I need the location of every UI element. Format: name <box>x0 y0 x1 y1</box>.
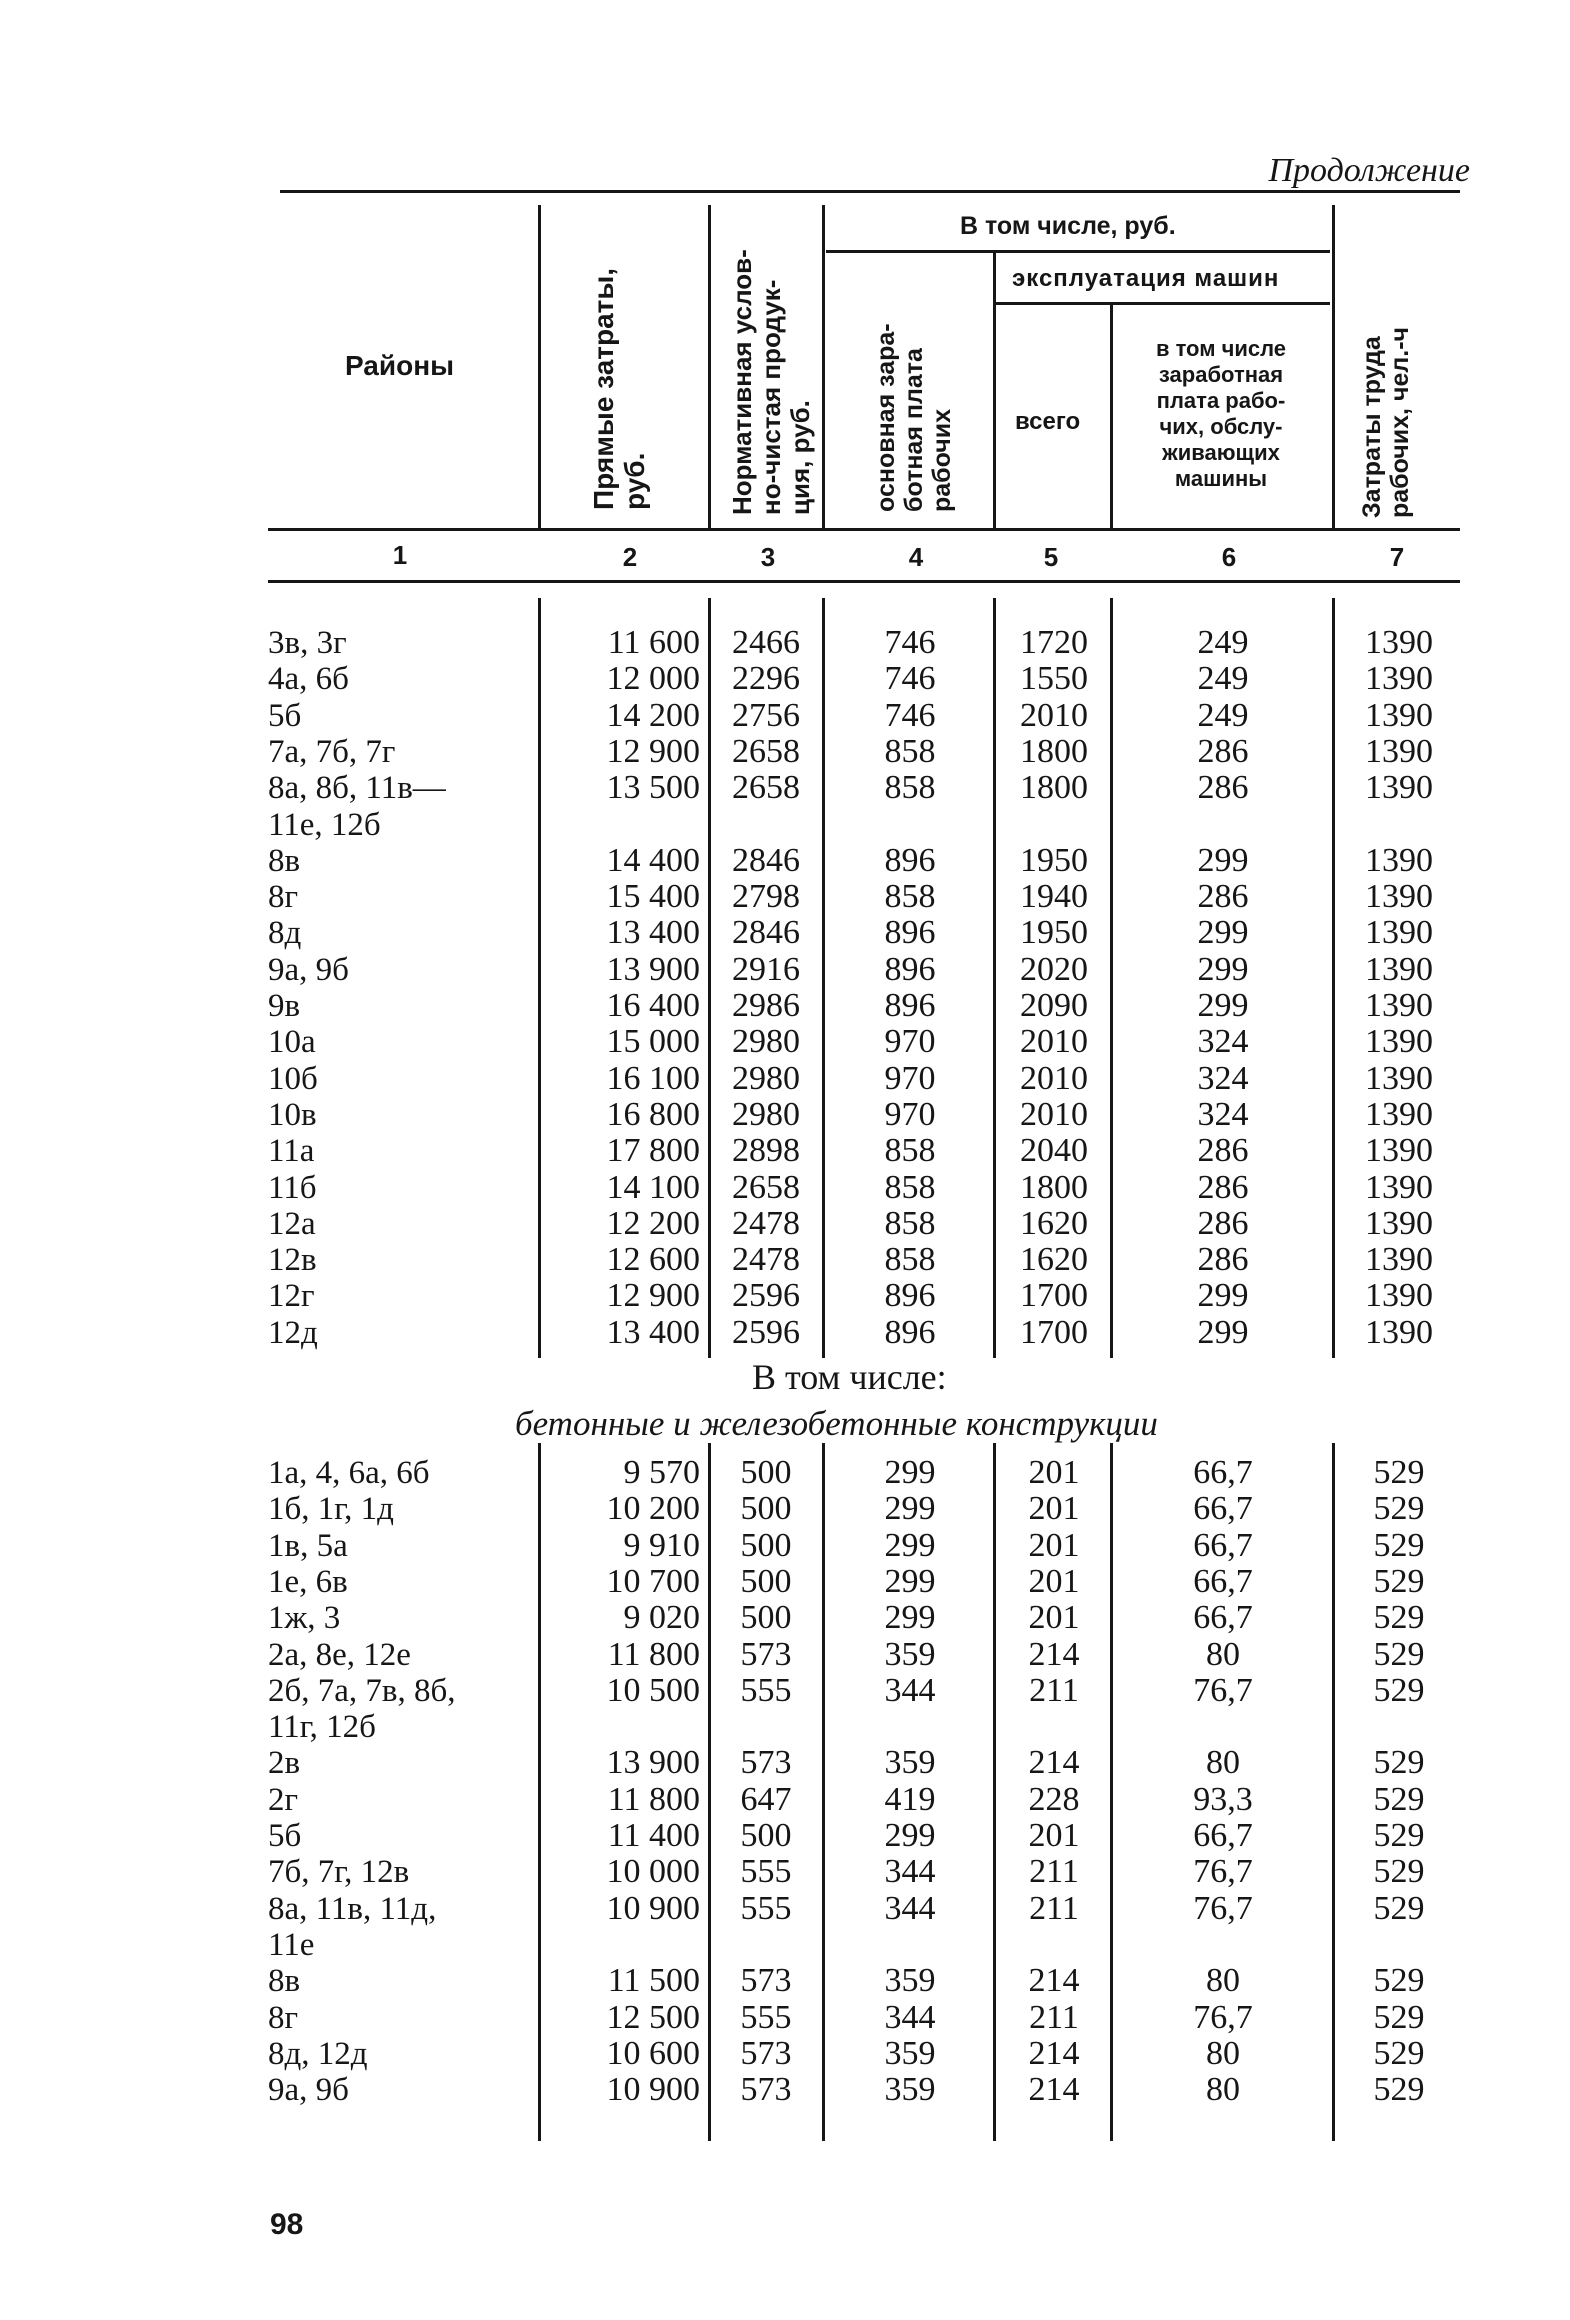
body1-divider-3 <box>822 598 825 1358</box>
cell-c7: 529 <box>1373 1562 1425 1600</box>
cell-c6: 76,7 <box>1193 1998 1253 2036</box>
body2-divider-5 <box>1110 1443 1113 2141</box>
cell-c6: 80 <box>1206 1744 1240 1782</box>
cell-c6: 66,7 <box>1193 1562 1253 1600</box>
cell-c7: 529 <box>1373 1490 1425 1528</box>
cell-c3: 2596 <box>732 1277 800 1315</box>
cell-c5: 214 <box>1028 1962 1080 2000</box>
cell-c3: 573 <box>740 1635 792 1673</box>
cell-c7: 1390 <box>1365 1168 1433 1206</box>
region-label: 2г <box>268 1781 299 1818</box>
cell-c4: 419 <box>884 1780 936 1818</box>
cell-c6: 299 <box>1197 1277 1249 1315</box>
cell-c5: 201 <box>1028 1490 1080 1528</box>
cell-c5: 214 <box>1028 2034 1080 2072</box>
cell-c5: 1950 <box>1020 914 1088 952</box>
region-label: 7а, 7б, 7г <box>268 733 396 770</box>
cell-c4: 299 <box>884 1526 936 1564</box>
cell-c5: 1800 <box>1020 732 1088 770</box>
region-label: 1а, 4, 6а, 6б <box>268 1455 430 1491</box>
cell-c3: 555 <box>740 1998 792 2036</box>
cell-c3: 500 <box>740 1454 792 1491</box>
cell-c3: 573 <box>740 1744 792 1782</box>
region-label: 10а <box>268 1024 316 1061</box>
cell-c7: 529 <box>1373 1526 1425 1564</box>
region-label: 11а <box>268 1133 315 1170</box>
including-rule <box>826 250 1330 253</box>
cell-c3: 2916 <box>732 950 800 988</box>
col-number-7: 7 <box>1389 542 1405 572</box>
cell-c6: 324 <box>1197 1023 1249 1061</box>
col-number-4: 4 <box>908 542 924 572</box>
cell-c4: 299 <box>884 1817 936 1854</box>
cell-c5: 211 <box>1029 1998 1079 2036</box>
cell-c4: 359 <box>884 2034 936 2072</box>
cell-c2: 12 500 <box>606 1998 700 2036</box>
cell-c7: 1390 <box>1365 914 1433 952</box>
cell-c7: 1390 <box>1365 1095 1433 1133</box>
cell-c7: 1390 <box>1365 1241 1433 1279</box>
cell-c2: 10 600 <box>606 2034 700 2072</box>
cell-c6: 249 <box>1197 660 1249 698</box>
cell-c5: 214 <box>1028 1744 1080 1782</box>
region-label: 1в, 5а <box>268 1527 348 1564</box>
header-divider-5 <box>1110 305 1113 530</box>
cell-c2: 13 400 <box>606 914 700 952</box>
cell-c6: 80 <box>1206 2034 1240 2072</box>
cell-c6: 80 <box>1206 2071 1240 2109</box>
cell-c6: 286 <box>1197 1241 1249 1279</box>
cell-c4: 970 <box>884 1095 936 1133</box>
cell-c5: 2010 <box>1020 1023 1088 1061</box>
cell-c2: 11 600 <box>607 624 700 661</box>
header-bottom-rule <box>268 528 1460 531</box>
including-rub-header: В том числе, руб. <box>960 212 1176 240</box>
continuation-label: Продолжение <box>1268 152 1470 189</box>
cell-c2: 10 900 <box>606 1889 700 1927</box>
region-label: 8в <box>268 1963 301 2000</box>
direct-costs-header: Прямые затраты, руб. <box>588 267 651 510</box>
cell-c5: 2010 <box>1020 1095 1088 1133</box>
region-label: 8д <box>268 915 302 952</box>
machine-rule <box>996 302 1330 305</box>
cell-c6: 324 <box>1197 1059 1249 1097</box>
body1-divider-2 <box>708 598 711 1358</box>
region-label: 7б, 7г, 12в <box>268 1854 410 1891</box>
cell-c3: 647 <box>740 1780 792 1818</box>
cell-c7: 529 <box>1373 1599 1425 1637</box>
region-label: 1ж, 3 <box>268 1600 341 1637</box>
cell-c2: 13 500 <box>606 769 700 807</box>
cell-c2: 11 800 <box>607 1635 700 1673</box>
region-label: 12г <box>268 1278 315 1315</box>
cell-c6: 299 <box>1197 841 1249 879</box>
cell-c4: 970 <box>884 1059 936 1097</box>
cell-c3: 573 <box>740 1962 792 2000</box>
cell-c6: 66,7 <box>1193 1817 1253 1854</box>
region-label: 1е, 6в <box>268 1563 348 1600</box>
cell-c4: 896 <box>884 841 936 879</box>
regions-header: Районы <box>345 350 455 381</box>
region-label: 8д, 12д <box>268 2035 368 2072</box>
cell-c4: 344 <box>884 1671 936 1709</box>
page-number: 98 <box>270 2208 304 2241</box>
region-label: 5б <box>268 1818 302 1854</box>
cell-c5: 2020 <box>1020 950 1088 988</box>
region-label: 11е, 12б <box>268 806 381 843</box>
cell-c4: 299 <box>884 1599 936 1637</box>
region-label: 8в <box>268 842 301 879</box>
cell-c7: 1390 <box>1365 1277 1433 1315</box>
cell-c6: 80 <box>1206 1962 1240 2000</box>
cell-c3: 2478 <box>732 1241 800 1279</box>
cell-c4: 858 <box>884 1168 936 1206</box>
cell-c7: 529 <box>1373 1962 1425 2000</box>
cell-c5: 214 <box>1028 1635 1080 1673</box>
body1-divider-4 <box>993 598 996 1358</box>
region-label: 5б <box>268 697 302 734</box>
region-label: 11е <box>268 1926 315 1963</box>
cell-c4: 896 <box>884 950 936 988</box>
cell-c6: 286 <box>1197 878 1249 916</box>
cell-c4: 299 <box>884 1454 936 1491</box>
cell-c2: 12 200 <box>606 1204 700 1242</box>
region-label: 3в, 3г <box>268 625 347 661</box>
cell-c3: 2658 <box>732 1168 800 1206</box>
cell-c2: 15 000 <box>606 1023 700 1061</box>
cell-c7: 1390 <box>1365 1059 1433 1097</box>
cell-c3: 2596 <box>732 1313 800 1351</box>
cell-c4: 896 <box>884 987 936 1024</box>
cell-c7: 1390 <box>1365 878 1433 916</box>
header-top-rule <box>280 190 1460 193</box>
col-number-5: 5 <box>1043 542 1059 572</box>
cell-c5: 1700 <box>1020 1277 1088 1315</box>
cell-c4: 299 <box>884 1562 936 1600</box>
cell-c3: 555 <box>740 1671 792 1709</box>
cell-c2: 11 400 <box>607 1817 700 1854</box>
cell-c7: 529 <box>1373 1744 1425 1782</box>
cell-c7: 1390 <box>1365 1023 1433 1061</box>
cell-c4: 359 <box>884 1744 936 1782</box>
cell-c6: 66,7 <box>1193 1454 1253 1491</box>
cell-c4: 359 <box>884 2071 936 2109</box>
cell-c5: 211 <box>1029 1671 1079 1709</box>
cell-c3: 2296 <box>732 660 800 698</box>
col-number-6: 6 <box>1221 542 1237 572</box>
cell-c2: 10 500 <box>606 1671 700 1709</box>
cell-c6: 249 <box>1197 696 1249 734</box>
cell-c4: 858 <box>884 732 936 770</box>
cell-c3: 2980 <box>732 1059 800 1097</box>
cell-c5: 1620 <box>1020 1241 1088 1279</box>
base-salary-header: основная зара- ботная плата рабочих <box>872 323 956 512</box>
cell-c6: 93,3 <box>1193 1780 1253 1818</box>
cell-c5: 211 <box>1029 1889 1079 1927</box>
cell-c6: 76,7 <box>1193 1853 1253 1891</box>
cell-c6: 286 <box>1197 1168 1249 1206</box>
region-label: 8г <box>268 1999 299 2036</box>
cell-c6: 286 <box>1197 769 1249 807</box>
cell-c7: 529 <box>1373 1671 1425 1709</box>
cell-c6: 299 <box>1197 1313 1249 1351</box>
cell-c7: 529 <box>1373 2034 1425 2072</box>
cell-c2: 12 600 <box>606 1241 700 1279</box>
cell-c6: 76,7 <box>1193 1889 1253 1927</box>
cell-c6: 299 <box>1197 950 1249 988</box>
cell-c2: 12 900 <box>606 732 700 770</box>
body1-divider-5 <box>1110 598 1113 1358</box>
cell-c7: 1390 <box>1365 950 1433 988</box>
col-number-3: 3 <box>760 542 776 572</box>
cell-c5: 1700 <box>1020 1313 1088 1351</box>
header-divider-3 <box>822 205 825 530</box>
cell-c3: 2980 <box>732 1095 800 1133</box>
cell-c3: 2466 <box>732 624 800 661</box>
region-label: 12в <box>268 1242 317 1279</box>
cell-c2: 13 900 <box>606 1744 700 1782</box>
cell-c4: 970 <box>884 1023 936 1061</box>
cell-c2: 13 400 <box>606 1313 700 1351</box>
cell-c2: 16 800 <box>606 1095 700 1133</box>
cell-c3: 500 <box>740 1817 792 1854</box>
cell-c5: 1800 <box>1020 1168 1088 1206</box>
cell-c3: 2898 <box>732 1132 800 1170</box>
cell-c2: 9 910 <box>623 1526 700 1564</box>
cell-c4: 858 <box>884 1204 936 1242</box>
labor-costs-header: Затраты труда рабочих, чел.-ч <box>1358 326 1414 518</box>
cell-c5: 2090 <box>1020 987 1088 1024</box>
cell-c5: 2010 <box>1020 696 1088 734</box>
cell-c4: 858 <box>884 1132 936 1170</box>
cell-c3: 573 <box>740 2071 792 2109</box>
cell-c4: 896 <box>884 1277 936 1315</box>
col-number-1: 1 <box>392 540 408 570</box>
cell-c4: 858 <box>884 769 936 807</box>
machine-operation-header: эксплуатация машин <box>1012 265 1280 292</box>
cell-c3: 2986 <box>732 987 800 1024</box>
normative-product-header: Нормативная услов- но-чистая продук- ция, руб. <box>727 249 816 515</box>
cell-c2: 13 900 <box>606 950 700 988</box>
total-header: всего <box>1015 408 1081 435</box>
cell-c7: 1390 <box>1365 696 1433 734</box>
machine-salary-header: в том числе заработная плата рабо- чих, обслу- живающих машины <box>1155 336 1287 491</box>
cell-c5: 201 <box>1028 1817 1080 1854</box>
region-label: 2в <box>268 1745 301 1782</box>
cell-c6: 324 <box>1197 1095 1249 1133</box>
region-label: 9а, 9б <box>268 2072 349 2109</box>
cell-c3: 2756 <box>732 696 800 734</box>
cell-c2: 10 900 <box>606 2071 700 2109</box>
region-label: 11б <box>268 1169 317 1206</box>
body2-divider-6 <box>1332 1443 1335 2141</box>
cell-c2: 15 400 <box>606 878 700 916</box>
cell-c5: 201 <box>1028 1599 1080 1637</box>
cell-c5: 1950 <box>1020 841 1088 879</box>
region-label: 12д <box>268 1314 318 1351</box>
region-label: 8г <box>268 879 299 916</box>
header-divider-2 <box>708 205 711 530</box>
region-label: 4а, 6б <box>268 661 349 698</box>
cell-c2: 10 200 <box>606 1490 700 1528</box>
cell-c3: 500 <box>740 1490 792 1528</box>
cell-c4: 359 <box>884 1635 936 1673</box>
cell-c7: 1390 <box>1365 987 1433 1024</box>
cell-c3: 500 <box>740 1599 792 1637</box>
cell-c7: 529 <box>1373 1454 1425 1491</box>
region-label: 12а <box>268 1205 316 1242</box>
cell-c5: 1550 <box>1020 660 1088 698</box>
cell-c6: 286 <box>1197 1132 1249 1170</box>
section2-title: бетонные и железобетонные конструкции <box>515 1404 1158 1443</box>
cell-c7: 1390 <box>1365 624 1433 661</box>
cell-c3: 2846 <box>732 841 800 879</box>
cell-c7: 1390 <box>1365 1132 1433 1170</box>
colnum-bottom-rule <box>268 580 1460 583</box>
cell-c3: 555 <box>740 1889 792 1927</box>
cell-c6: 66,7 <box>1193 1490 1253 1528</box>
cell-c4: 746 <box>884 660 936 698</box>
cell-c7: 1390 <box>1365 841 1433 879</box>
cell-c4: 359 <box>884 1962 936 2000</box>
cell-c5: 1720 <box>1020 624 1088 661</box>
header-divider-1 <box>538 205 541 530</box>
region-label: 2а, 8е, 12е <box>268 1636 411 1673</box>
cell-c3: 2658 <box>732 769 800 807</box>
cell-c5: 1940 <box>1020 878 1088 916</box>
cell-c3: 2478 <box>732 1204 800 1242</box>
cell-c7: 529 <box>1373 2071 1425 2109</box>
cell-c6: 286 <box>1197 732 1249 770</box>
cell-c2: 14 200 <box>606 696 700 734</box>
cell-c3: 2658 <box>732 732 800 770</box>
cell-c2: 10 700 <box>606 1562 700 1600</box>
cell-c5: 1800 <box>1020 769 1088 807</box>
cell-c7: 529 <box>1373 1998 1425 2036</box>
cell-c3: 555 <box>740 1853 792 1891</box>
header-divider-4 <box>993 252 996 530</box>
cell-c6: 299 <box>1197 987 1249 1024</box>
cell-c5: 1620 <box>1020 1204 1088 1242</box>
cell-c4: 896 <box>884 1313 936 1351</box>
region-label: 9а, 9б <box>268 951 349 988</box>
cell-c2: 9 020 <box>623 1599 700 1637</box>
cell-c2: 17 800 <box>606 1132 700 1170</box>
cell-c7: 1390 <box>1365 660 1433 698</box>
cell-c6: 249 <box>1197 624 1249 661</box>
cell-c2: 14 400 <box>606 841 700 879</box>
body1-divider-6 <box>1332 598 1335 1358</box>
region-label: 1б, 1г, 1д <box>268 1491 394 1528</box>
cell-c2: 16 100 <box>606 1059 700 1097</box>
including-label: В том числе: <box>752 1357 947 1397</box>
cell-c5: 211 <box>1029 1853 1079 1891</box>
region-label: 11г, 12б <box>268 1709 376 1746</box>
cell-c5: 201 <box>1028 1526 1080 1564</box>
cell-c6: 299 <box>1197 914 1249 952</box>
col-number-2: 2 <box>622 542 638 572</box>
cell-c5: 2010 <box>1020 1059 1088 1097</box>
cell-c4: 299 <box>884 1490 936 1528</box>
cell-c4: 344 <box>884 1889 936 1927</box>
cell-c5: 201 <box>1028 1454 1080 1491</box>
cell-c6: 80 <box>1206 1635 1240 1673</box>
cell-c3: 573 <box>740 2034 792 2072</box>
cell-c7: 529 <box>1373 1817 1425 1854</box>
cell-c4: 344 <box>884 1853 936 1891</box>
cell-c6: 66,7 <box>1193 1599 1253 1637</box>
cell-c7: 1390 <box>1365 769 1433 807</box>
body2-divider-1 <box>538 1443 541 2141</box>
cell-c7: 1390 <box>1365 1204 1433 1242</box>
body2-divider-2 <box>708 1443 711 2141</box>
header-divider-6 <box>1332 205 1335 530</box>
cell-c4: 746 <box>884 696 936 734</box>
cell-c2: 11 800 <box>607 1780 700 1818</box>
cell-c3: 2980 <box>732 1023 800 1061</box>
cell-c5: 2040 <box>1020 1132 1088 1170</box>
cell-c3: 500 <box>740 1526 792 1564</box>
body2-divider-3 <box>822 1443 825 2141</box>
body2-divider-4 <box>993 1443 996 2141</box>
region-label: 8а, 8б, 11в— <box>268 770 446 807</box>
cell-c5: 201 <box>1028 1562 1080 1600</box>
body1-divider-1 <box>538 598 541 1358</box>
cell-c2: 12 900 <box>606 1277 700 1315</box>
region-label: 8а, 11в, 11д, <box>268 1890 437 1927</box>
cell-c7: 529 <box>1373 1780 1425 1818</box>
cell-c2: 10 000 <box>606 1853 700 1891</box>
region-label: 10в <box>268 1096 317 1133</box>
region-label: 10б <box>268 1060 318 1097</box>
cell-c3: 2846 <box>732 914 800 952</box>
cell-c2: 11 500 <box>607 1962 700 2000</box>
region-label: 9в <box>268 988 301 1024</box>
cell-c2: 9 570 <box>623 1454 700 1491</box>
cell-c7: 529 <box>1373 1853 1425 1891</box>
cell-c4: 858 <box>884 878 936 916</box>
cell-c4: 344 <box>884 1998 936 2036</box>
cell-c6: 286 <box>1197 1204 1249 1242</box>
cell-c7: 1390 <box>1365 1313 1433 1351</box>
cell-c6: 66,7 <box>1193 1526 1253 1564</box>
cell-c4: 896 <box>884 914 936 952</box>
cell-c2: 12 000 <box>606 660 700 698</box>
cell-c6: 76,7 <box>1193 1671 1253 1709</box>
cell-c4: 746 <box>884 624 936 661</box>
cell-c3: 500 <box>740 1562 792 1600</box>
cell-c3: 2798 <box>732 878 800 916</box>
cell-c2: 14 100 <box>606 1168 700 1206</box>
cell-c7: 529 <box>1373 1635 1425 1673</box>
cell-c4: 858 <box>884 1241 936 1279</box>
cell-c7: 529 <box>1373 1889 1425 1927</box>
cell-c5: 228 <box>1028 1780 1080 1818</box>
cell-c2: 16 400 <box>606 987 700 1024</box>
cell-c5: 214 <box>1028 2071 1080 2109</box>
cell-c7: 1390 <box>1365 732 1433 770</box>
region-label: 2б, 7а, 7в, 8б, <box>268 1672 456 1709</box>
